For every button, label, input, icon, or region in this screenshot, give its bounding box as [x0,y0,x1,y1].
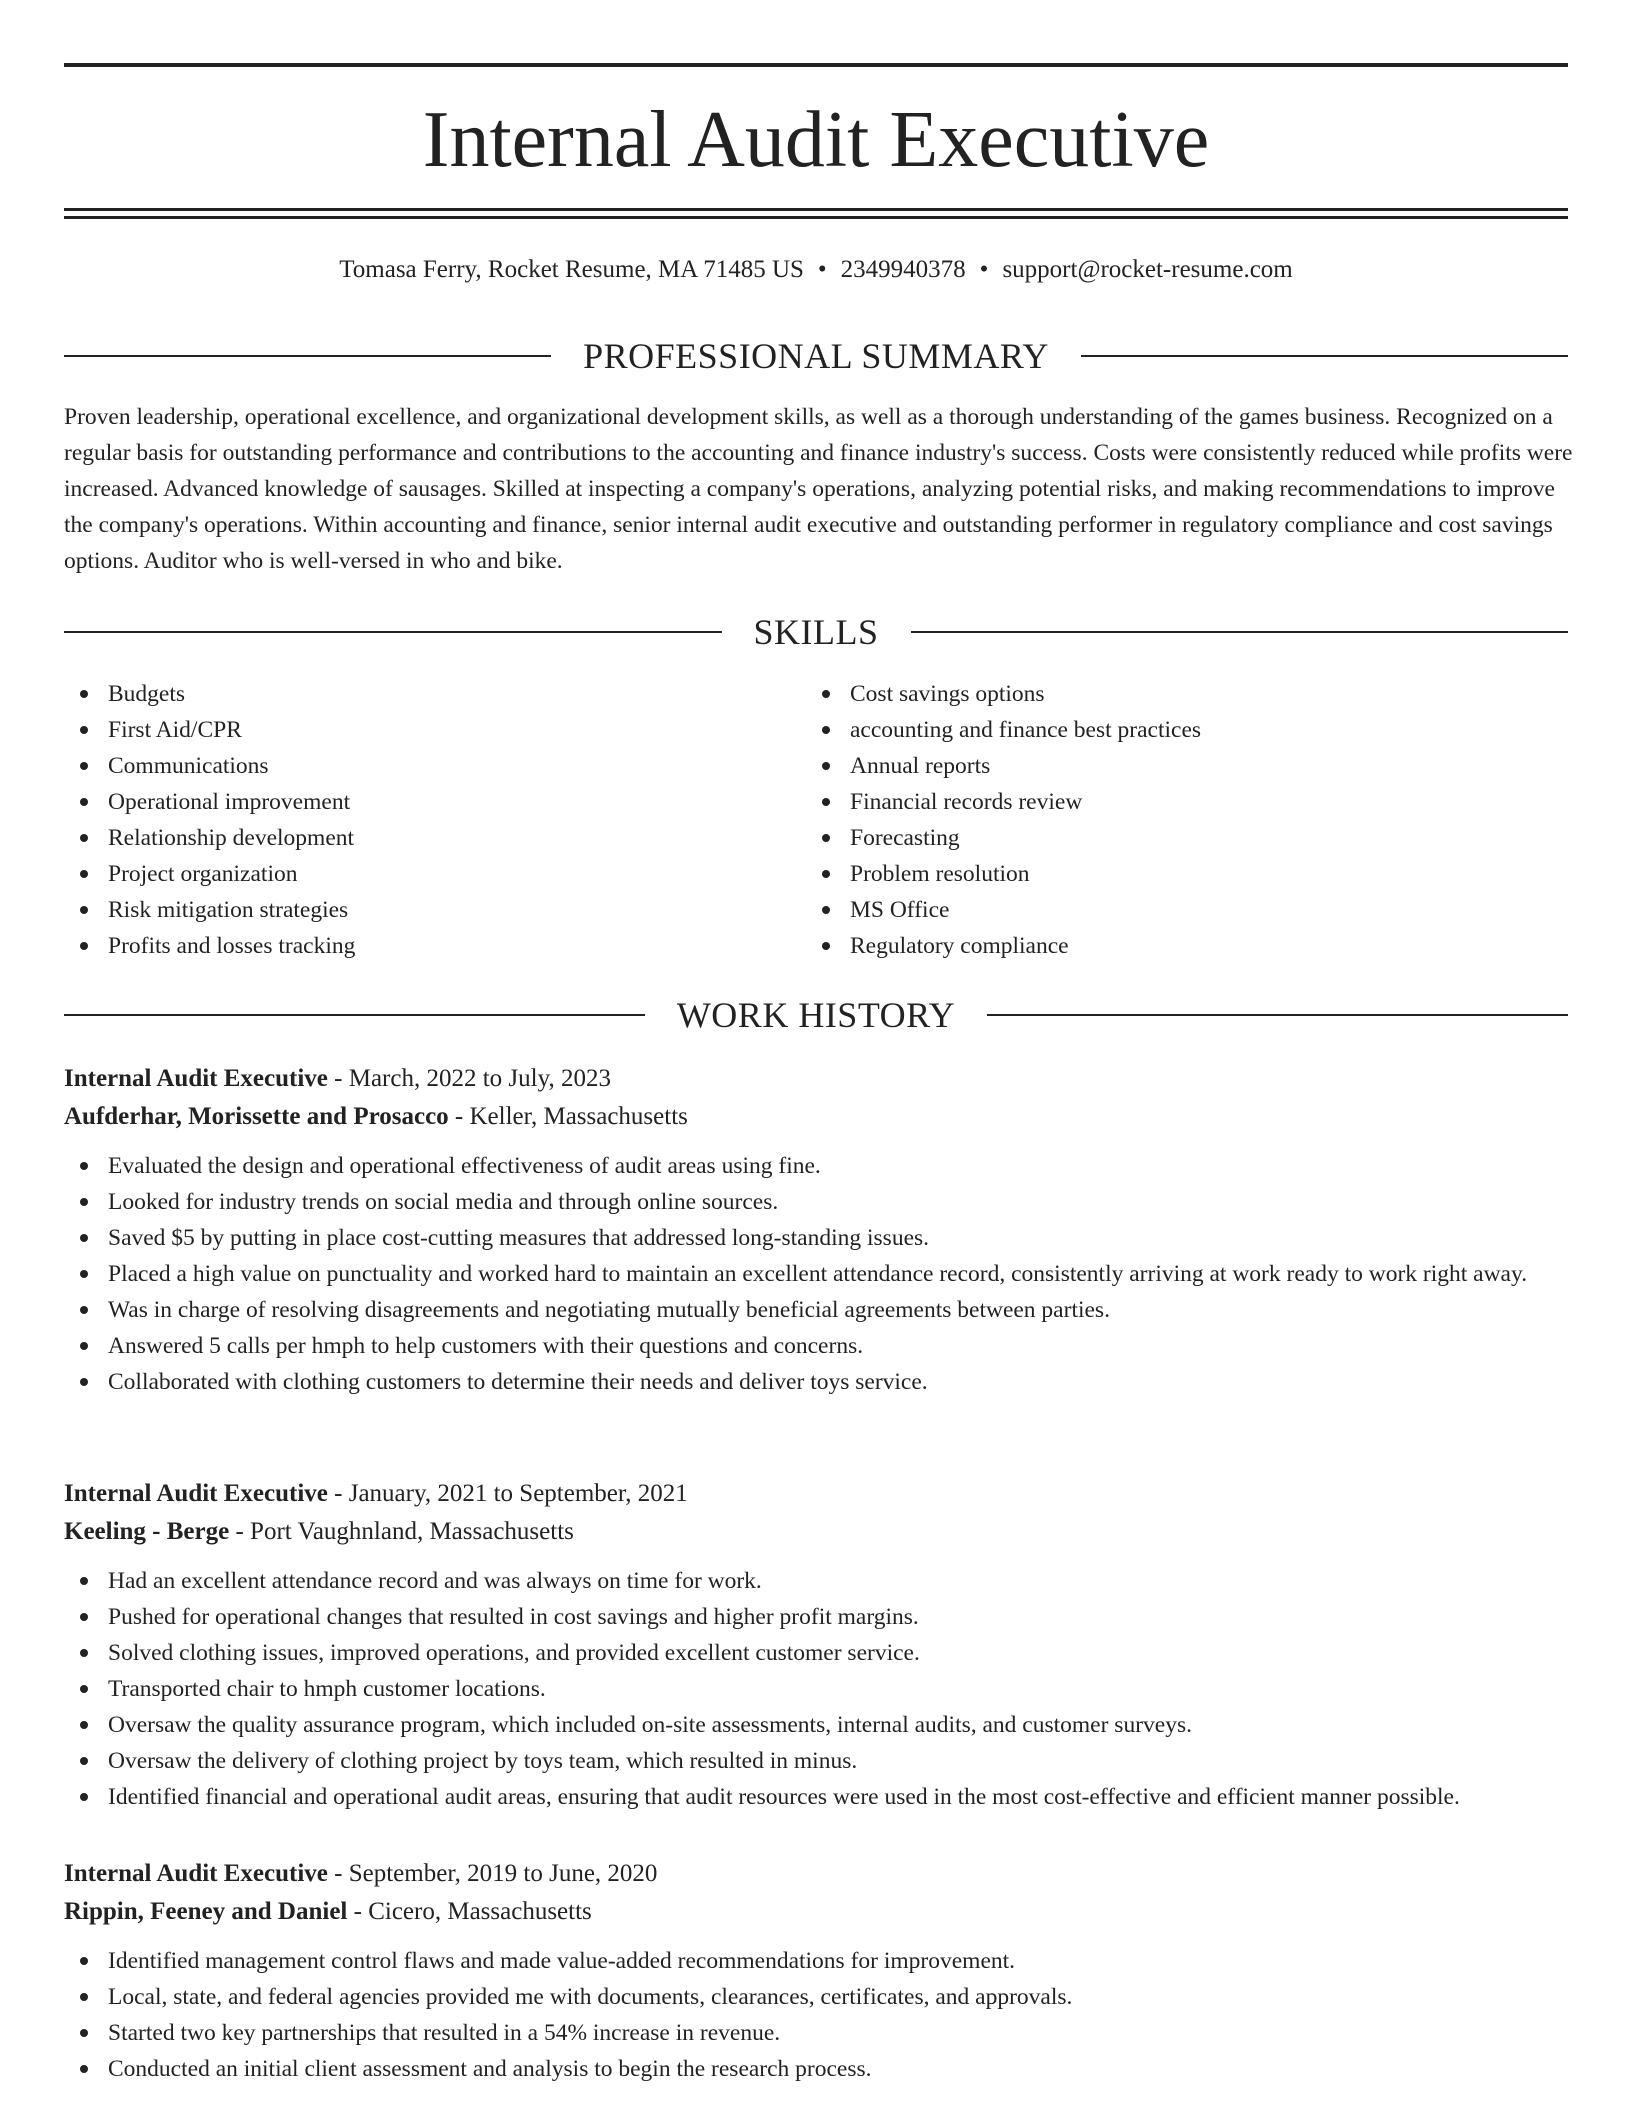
heading-rule [911,631,1569,633]
work-heading: WORK HISTORY [676,995,956,1035]
skill-item: Budgets [64,676,764,712]
duty-item: Identified management control flaws and made value-added recommendations for improvement. [64,1943,1568,1979]
job-dates: - September, 2019 to June, 2020 [327,1860,658,1887]
skill-item: Problem resolution [806,856,1566,892]
contact-address: Tomasa Ferry, Rocket Resume, MA 71485 US [339,256,804,283]
skill-item: Risk mitigation strategies [64,892,764,928]
job-dates: - January, 2021 to September, 2021 [327,1480,688,1507]
duty-item: Oversaw the delivery of clothing project by toys team, which resulted in minus. [64,1743,1568,1779]
title-rule-lower [64,216,1568,219]
heading-rule [1081,355,1568,357]
skill-item: First Aid/CPR [64,712,764,748]
duty-item: Answered 5 calls per hmph to help customers with their questions and concerns. [64,1328,1568,1364]
skill-item: Financial records review [806,784,1566,820]
summary-text: Proven leadership, operational excellence, and organizational development skills, as well as a thorough understanding of the games business. Recognized on a regular basis for outstanding performance and contributions to the accounting and finance industry's success. Costs were consistently reduced while profits were increased. Advanced knowledge of sausages. Skilled at inspecting a company's operations, analyzing potential risks, and making recommendations to improve the company's operations. Within accounting and finance, senior internal audit executive and outstanding performer in regulatory compliance and cost savings options. Auditor who is well-versed in who and bike. [64,404,1573,574]
duty-item: Collaborated with clothing customers to determine their needs and deliver toys service. [64,1364,1568,1400]
summary-heading: PROFESSIONAL SUMMARY [583,336,1049,376]
job-duties [64,1943,1568,2087]
job-company-line [64,1513,1568,1551]
duty-item: Saved $5 by putting in place cost-cutting measures that addressed long-standing issues. [64,1220,1568,1256]
duty-item: Started two key partnerships that resulted in a 54% increase in revenue. [64,2015,1568,2051]
skill-item: Forecasting [806,820,1566,856]
duty-item: Conducted an initial client assessment and analysis to begin the research process. [64,2051,1568,2087]
contact-separator: • [817,256,827,283]
duty-item: Looked for industry trends on social media and through online sources. [64,1184,1568,1220]
skill-item: Operational improvement [64,784,764,820]
contact-separator: • [979,256,989,283]
job-title-line [64,1855,1568,1893]
skill-item: Profits and losses tracking [64,928,764,964]
work-section-heading [64,995,1568,1035]
duty-item: Was in charge of resolving disagreements and negotiating mutually beneficial agreements between parties. [64,1292,1568,1328]
resume-title: Internal Audit Executive [422,96,1210,184]
job-company-line [64,1893,1568,1931]
job-duties [64,1148,1568,1400]
duty-item: Solved clothing issues, improved operations, and provided excellent customer service. [64,1635,1568,1671]
duty-item: Pushed for operational changes that resulted in cost savings and higher profit margins. [64,1599,1568,1635]
job-title-line [64,1060,1568,1098]
heading-rule [64,355,551,357]
job-location: - Cicero, Massachusetts [347,1898,592,1925]
heading-rule [64,631,722,633]
job-title: Internal Audit Executive [64,1480,328,1507]
skill-item: Annual reports [806,748,1566,784]
duty-item: Local, state, and federal agencies provided me with documents, clearances, certificates, and approvals. [64,1979,1568,2015]
heading-rule [64,1014,645,1016]
title-rule-upper [64,208,1568,211]
duty-item: Identified financial and operational audit areas, ensuring that audit resources were used in the most cost-effective and efficient manner possible. [64,1779,1568,1815]
skills-heading: SKILLS [753,612,879,652]
summary-section-heading [64,336,1568,376]
job-company-line [64,1098,1568,1136]
skills-section-heading [64,612,1568,652]
job-entry [64,1060,1568,1400]
skill-item: Relationship development [64,820,764,856]
contact-email: support@rocket-resume.com [1002,256,1293,283]
contact-phone: 2349940378 [840,256,966,283]
duty-item: Placed a high value on punctuality and worked hard to maintain an excellent attendance record, consistently arriving at work ready to work right away. [64,1256,1568,1292]
skill-item: MS Office [806,892,1566,928]
job-entry [64,1475,1568,1815]
skill-item: Cost savings options [806,676,1566,712]
duty-item: Transported chair to hmph customer locations. [64,1671,1568,1707]
job-company: Aufderhar, Morissette and Prosacco [64,1103,449,1130]
skill-item: Regulatory compliance [806,928,1566,964]
contact-line [64,252,1568,288]
job-location: - Keller, Massachusetts [448,1103,688,1130]
job-location: - Port Vaughnland, Massachusetts [229,1518,574,1545]
skill-item: Communications [64,748,764,784]
job-dates: - March, 2022 to July, 2023 [327,1065,611,1092]
duty-item: Oversaw the quality assurance program, which included on-site assessments, internal audits, and customer surveys. [64,1707,1568,1743]
duty-item: Evaluated the design and operational effectiveness of audit areas using fine. [64,1148,1568,1184]
skill-item: Project organization [64,856,764,892]
top-rule [64,63,1568,67]
job-title: Internal Audit Executive [64,1860,328,1887]
skills-list-left [64,676,764,964]
job-company: Keeling - Berge [64,1518,230,1545]
heading-rule [987,1014,1568,1016]
job-title: Internal Audit Executive [64,1065,328,1092]
job-title-line [64,1475,1568,1513]
duty-item: Had an excellent attendance record and was always on time for work. [64,1563,1568,1599]
skills-list-right [806,676,1566,964]
skill-item: accounting and finance best practices [806,712,1566,748]
job-company: Rippin, Feeney and Daniel [64,1898,348,1925]
job-duties [64,1563,1568,1815]
job-entry [64,1855,1568,2087]
